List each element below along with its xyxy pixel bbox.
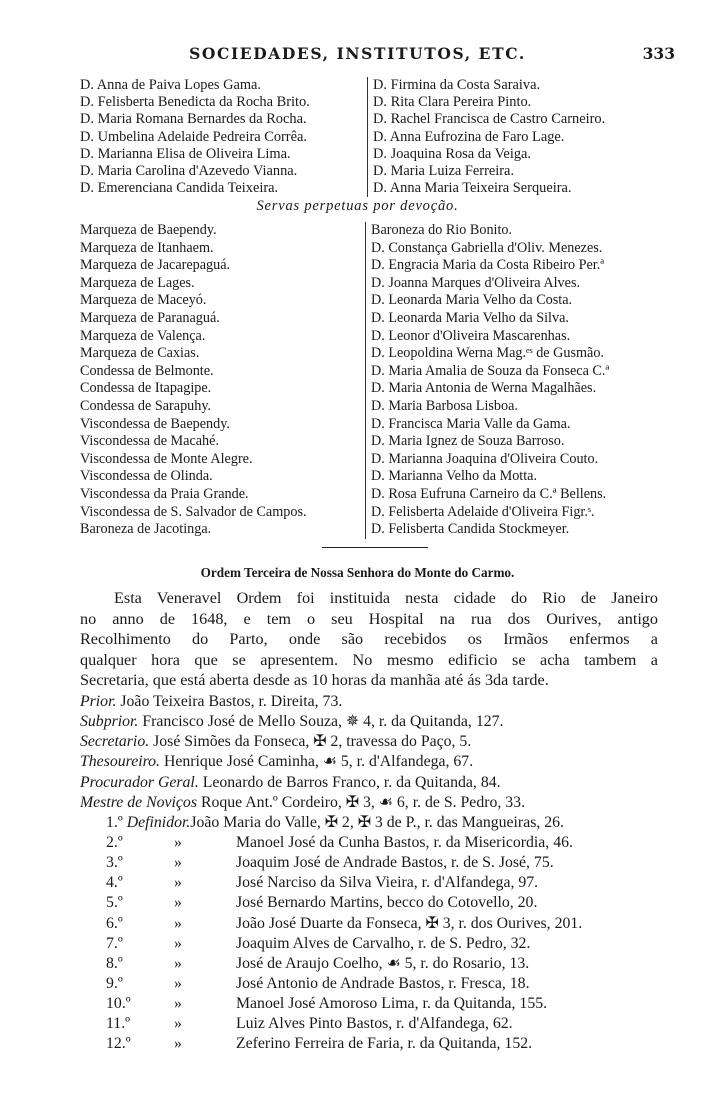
officer-person: João Teixeira Bastos, r. Direita, 73. bbox=[120, 693, 343, 710]
officer-person: João Maria do Valle, ✠ 2, ✠ 3 de P., r. das Mangueiras, 26. bbox=[190, 813, 564, 831]
page-number: 333 bbox=[642, 44, 675, 63]
list-item: D. Maria Romana Bernardes da Rocha. bbox=[80, 111, 307, 128]
definidor-number: 9.º bbox=[106, 974, 123, 992]
irmas-left-column bbox=[80, 77, 365, 197]
list-item: D. Maria Amalia de Souza da Fonseca C.ª bbox=[371, 362, 610, 379]
list-item: Marqueza de Valença. bbox=[80, 327, 206, 344]
list-item: Marqueza de Jacarepaguá. bbox=[80, 257, 231, 274]
officer-role: Mestre de Noviços bbox=[80, 793, 197, 811]
definidor-number: 5.º bbox=[106, 894, 123, 912]
servas-list bbox=[80, 222, 660, 542]
list-item: Viscondessa da Praia Grande. bbox=[80, 485, 249, 502]
list-item: Marqueza de Itanhaem. bbox=[80, 239, 214, 256]
paragraph-line: Esta Veneravel Ordem foi instituida nesta cidade do Rio de Janeiro bbox=[114, 589, 658, 607]
list-item: D. Francisca Maria Valle da Gama. bbox=[371, 415, 571, 432]
ditto-mark: » bbox=[174, 854, 182, 872]
officer-role: Prior. bbox=[80, 693, 117, 710]
definidor-row bbox=[80, 954, 660, 974]
definidor-number: 10.º bbox=[106, 995, 131, 1013]
officer-row bbox=[80, 773, 660, 793]
list-item: D. Felisberta Candida Stockmeyer. bbox=[371, 521, 570, 538]
officers-list bbox=[80, 692, 660, 1055]
list-item: D. Constança Gabriella d'Oliv. Menezes. bbox=[371, 239, 603, 256]
officer-number: 1.º bbox=[106, 813, 123, 831]
definidor-number: 2.º bbox=[106, 833, 123, 851]
officer-person: Leonardo de Barros Franco, r. da Quitanda, 84. bbox=[202, 773, 501, 791]
list-item: D. Felisberta Adelaide d'Oliveira Figr.ˢ. bbox=[371, 503, 595, 520]
list-item: D. Rosa Eufruna Carneiro da C.ª Bellens. bbox=[371, 485, 607, 502]
definidor-row bbox=[80, 873, 660, 893]
page-title: SOCIEDADES, INSTITUTOS, ETC. bbox=[189, 44, 526, 63]
definidor-person: José Antonio de Andrade Bastos, r. Fresca, 18. bbox=[236, 974, 530, 992]
servas-left-column bbox=[80, 222, 365, 539]
officer-row bbox=[80, 752, 660, 772]
definidor-person: José Bernardo Martins, becco do Cotovello, 20. bbox=[236, 894, 538, 912]
ditto-mark: » bbox=[174, 954, 182, 972]
list-item: D. Rita Clara Pereira Pinto. bbox=[373, 94, 532, 111]
section-divider bbox=[322, 547, 428, 548]
ditto-mark: » bbox=[174, 1035, 182, 1053]
definidor-row bbox=[80, 1034, 660, 1054]
list-item: D. Maria Barbosa Lisboa. bbox=[371, 397, 518, 414]
ordem-paragraph bbox=[80, 588, 658, 691]
officer-person: Roque Ant.º Cordeiro, ✠ 3, ☙ 6, r. de S. Pedro, 33. bbox=[200, 793, 526, 811]
list-item: Viscondessa de Olinda. bbox=[80, 468, 213, 485]
ditto-mark: » bbox=[174, 833, 182, 851]
definidor-row bbox=[80, 893, 660, 913]
list-item: Condessa de Itapagipe. bbox=[80, 380, 212, 397]
list-item: Marqueza de Caxias. bbox=[80, 345, 200, 362]
list-item: D. Umbelina Adelaide Pedreira Corrêa. bbox=[80, 128, 307, 145]
list-item: Viscondessa de Macahé. bbox=[80, 433, 219, 450]
definidor-person: Manoel José da Cunha Bastos, r. da Misericordia, 46. bbox=[236, 833, 573, 851]
list-item: D. Anna Maria Teixeira Serqueira. bbox=[373, 180, 572, 197]
list-item: D. Marianna Elisa de Oliveira Lima. bbox=[80, 145, 291, 162]
definidor-person: José de Araujo Coelho, ☙ 5, r. do Rosario, 13. bbox=[236, 954, 530, 972]
officer-person: José Simões da Fonseca, ✠ 2, travessa do Paço, 5. bbox=[153, 733, 472, 751]
officer-row bbox=[80, 712, 660, 732]
list-item: Baroneza do Rio Bonito. bbox=[371, 222, 513, 238]
list-item: D. Anna de Paiva Lopes Gama. bbox=[80, 77, 262, 93]
definidor-number: 12.º bbox=[106, 1035, 131, 1053]
ditto-mark: » bbox=[174, 874, 182, 892]
list-item: Viscondessa de Baependy. bbox=[80, 415, 230, 432]
officer-person: Francisco José de Mello Souza, ✵ 4, r. da Quitanda, 127. bbox=[142, 713, 504, 731]
definidor-row bbox=[80, 974, 660, 994]
paragraph-line: Recolhimento do Parto, onde são recebidos os Irmãos enfermos a bbox=[80, 630, 658, 649]
list-item: D. Joaquina Rosa da Veiga. bbox=[373, 145, 532, 162]
definidor-person: Luiz Alves Pinto Bastos, r. d'Alfandega, 62. bbox=[236, 1015, 513, 1033]
ditto-mark: » bbox=[174, 1015, 182, 1033]
definidor-person: João José Duarte da Fonseca, ✠ 3, r. dos Ourives, 201. bbox=[236, 914, 583, 932]
list-item: Marqueza de Maceyó. bbox=[80, 292, 207, 309]
ditto-mark: » bbox=[174, 995, 182, 1013]
list-item: D. Marianna Joaquina d'Oliveira Couto. bbox=[371, 450, 599, 467]
list-item: D. Anna Eufrozina de Faro Lage. bbox=[373, 128, 565, 145]
definidor-row bbox=[80, 994, 660, 1014]
definidor-row bbox=[80, 934, 660, 954]
section-title: Ordem Terceira de Nossa Senhora do Monte do Carmo. bbox=[200, 565, 515, 580]
irmas-right-column bbox=[367, 77, 663, 197]
list-item: Condessa de Sarapuhy. bbox=[80, 397, 212, 414]
list-item: D. Marianna Velho da Motta. bbox=[371, 468, 538, 485]
servas-right-column bbox=[365, 222, 661, 539]
list-item: D. Joanna Marques d'Oliveira Alves. bbox=[371, 274, 581, 291]
officer-row bbox=[80, 793, 660, 813]
list-item: D. Maria Ignez de Souza Barroso. bbox=[371, 433, 565, 450]
irmas-list bbox=[80, 77, 660, 197]
officer-role: Procurador Geral. bbox=[80, 773, 199, 791]
list-item: Marqueza de Paranaguá. bbox=[80, 309, 220, 326]
definidor-row bbox=[80, 1014, 660, 1034]
ditto-mark: » bbox=[174, 974, 182, 992]
definidor-person: Joaquim José de Andrade Bastos, r. de S. José, 75. bbox=[236, 854, 554, 872]
definidor-row bbox=[80, 914, 660, 934]
list-item: Viscondessa de S. Salvador de Campos. bbox=[80, 503, 307, 520]
definidor-person: José Narciso da Silva Vieira, r. d'Alfandega, 97. bbox=[236, 874, 539, 892]
ditto-mark: » bbox=[174, 914, 182, 932]
list-item: Viscondessa de Monte Alegre. bbox=[80, 450, 253, 467]
definidor-person: Manoel José Amoroso Lima, r. da Quitanda, 155. bbox=[236, 995, 548, 1013]
running-header bbox=[0, 44, 715, 68]
definidor-number: 11.º bbox=[106, 1015, 131, 1033]
ditto-mark: » bbox=[174, 934, 182, 952]
definidor-row bbox=[80, 833, 660, 853]
list-item: D. Leopoldina Werna Mag.ᵉˢ de Gusmão. bbox=[371, 345, 604, 362]
list-item: Marqueza de Baependy. bbox=[80, 222, 217, 238]
list-item: D. Maria Luiza Ferreira. bbox=[373, 162, 515, 179]
list-item: D. Leonarda Maria Velho da Silva. bbox=[371, 309, 569, 326]
definidor-person: Zeferino Ferreira de Faria, r. da Quitanda, 152. bbox=[236, 1035, 533, 1053]
list-item: Marqueza de Lages. bbox=[80, 274, 195, 291]
list-item: D. Leonarda Maria Velho da Costa. bbox=[371, 292, 573, 309]
definidor-row bbox=[80, 853, 660, 873]
list-item: D. Engracia Maria da Costa Ribeiro Per.ª bbox=[371, 257, 605, 274]
list-item: D. Maria Antonia de Werna Magalhães. bbox=[371, 380, 597, 397]
officer-role: Definidor. bbox=[126, 813, 191, 831]
officer-person: Henrique José Caminha, ☙ 5, r. d'Alfandega, 67. bbox=[163, 753, 474, 771]
definidor-number: 4.º bbox=[106, 874, 123, 892]
officer-row bbox=[80, 813, 660, 833]
paragraph-line: no anno de 1648, e tem o seu Hospital na rua dos Ourives, antigo bbox=[80, 609, 658, 628]
officer-role: Thesoureiro. bbox=[80, 753, 161, 771]
definidor-person: Joaquim Alves de Carvalho, r. de S. Pedro, 32. bbox=[236, 934, 531, 952]
list-item: D. Felisberta Benedicta da Rocha Brito. bbox=[80, 94, 310, 111]
officer-role: Subprior. bbox=[80, 713, 139, 731]
paragraph-line: qualquer hora que se apresentem. No mesmo edificio se acha tambem a bbox=[80, 650, 658, 669]
definidor-number: 7.º bbox=[106, 934, 123, 952]
list-item: Condessa de Belmonte. bbox=[80, 362, 214, 379]
officer-role: Secretario. bbox=[80, 733, 150, 751]
officer-row bbox=[80, 732, 660, 752]
officer-row bbox=[80, 692, 660, 712]
servas-heading: Servas perpetuas por devoção. bbox=[256, 198, 459, 214]
list-item: Baroneza de Jacotinga. bbox=[80, 521, 212, 538]
ditto-mark: » bbox=[174, 894, 182, 912]
list-item: D. Emerenciana Candida Teixeira. bbox=[80, 180, 279, 197]
list-item: D. Maria Carolina d'Azevedo Vianna. bbox=[80, 162, 298, 179]
list-item: D. Rachel Francisca de Castro Carneiro. bbox=[373, 111, 606, 128]
list-item: D. Firmina da Costa Saraiva. bbox=[373, 77, 541, 93]
list-item: D. Leonor d'Oliveira Mascarenhas. bbox=[371, 327, 571, 344]
paragraph-line: Secretaria, que está aberta desde as 10 horas da manhãa até ás 3da tarde. bbox=[80, 671, 549, 690]
definidor-number: 8.º bbox=[106, 954, 123, 972]
definidor-number: 3.º bbox=[106, 854, 123, 872]
definidor-number: 6.º bbox=[106, 914, 123, 932]
